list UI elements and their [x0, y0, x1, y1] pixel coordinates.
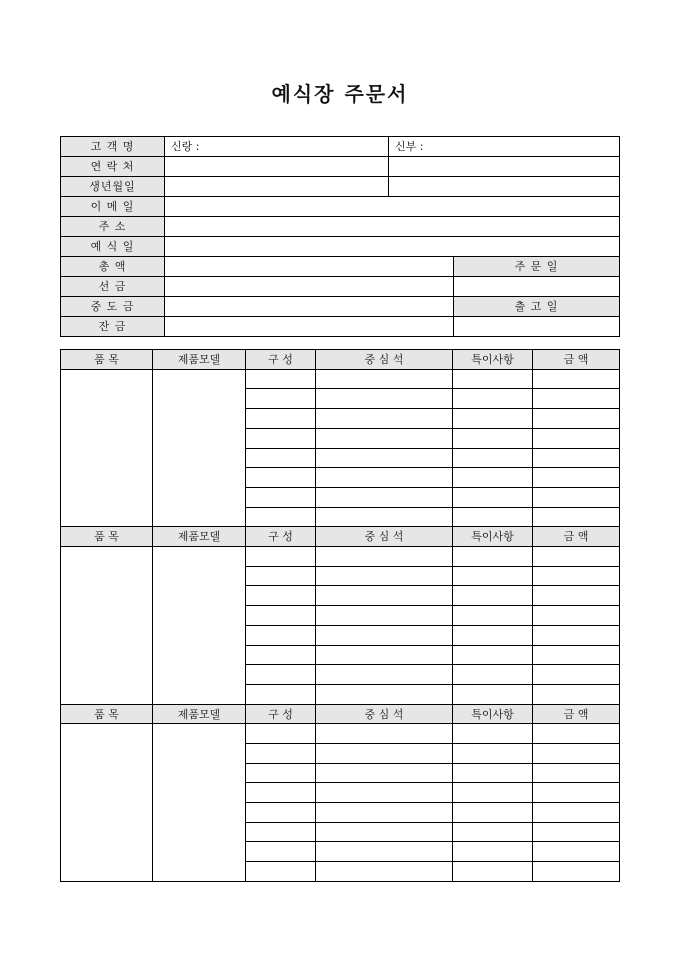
- amount-header: 금 액: [532, 349, 619, 369]
- interim-field[interactable]: [164, 296, 453, 316]
- amount-field[interactable]: [532, 507, 619, 526]
- product-model-field[interactable]: [152, 723, 245, 881]
- composition-field[interactable]: [245, 723, 315, 743]
- composition-field[interactable]: [245, 645, 315, 664]
- address-label: 주 소: [60, 216, 164, 236]
- composition-field[interactable]: [245, 743, 315, 763]
- composition-field[interactable]: [245, 684, 315, 704]
- composition-field[interactable]: [245, 566, 315, 585]
- amount-field[interactable]: [532, 625, 619, 645]
- composition-header: 구 성: [245, 349, 315, 369]
- center-stone-field[interactable]: [315, 605, 452, 625]
- center-stone-field[interactable]: [315, 664, 452, 684]
- bride-contact-field[interactable]: [388, 156, 619, 176]
- composition-field[interactable]: [245, 585, 315, 605]
- composition-field[interactable]: [245, 782, 315, 802]
- special-notes-field[interactable]: [452, 566, 532, 585]
- center-stone-field[interactable]: [315, 802, 452, 822]
- item-name-field[interactable]: [60, 546, 152, 704]
- amount-field[interactable]: [532, 684, 619, 704]
- amount-field[interactable]: [532, 605, 619, 625]
- item-name-header: 품 목: [60, 704, 152, 724]
- table-border: [60, 336, 620, 337]
- wedding-date-field[interactable]: [164, 236, 619, 256]
- special-notes-field[interactable]: [452, 625, 532, 645]
- product-model-header: 제품모델: [152, 526, 245, 546]
- center-stone-field[interactable]: [315, 369, 452, 388]
- wedding-date-label: 예 식 일: [60, 236, 164, 256]
- interim-label: 중 도 금: [60, 296, 164, 316]
- center-stone-field[interactable]: [315, 625, 452, 645]
- center-stone-field[interactable]: [315, 763, 452, 782]
- special-notes-field[interactable]: [452, 723, 532, 743]
- composition-field[interactable]: [245, 802, 315, 822]
- composition-field[interactable]: [245, 388, 315, 408]
- item-name-header: 품 목: [60, 349, 152, 369]
- center-stone-field[interactable]: [315, 684, 452, 704]
- amount-field[interactable]: [532, 585, 619, 605]
- special-notes-field[interactable]: [452, 369, 532, 388]
- item-name-field[interactable]: [60, 723, 152, 881]
- groom-contact-field[interactable]: [164, 156, 388, 176]
- special-notes-field[interactable]: [452, 605, 532, 625]
- product-model-field[interactable]: [152, 546, 245, 704]
- center-stone-field[interactable]: [315, 566, 452, 585]
- center-stone-field[interactable]: [315, 743, 452, 763]
- composition-field[interactable]: [245, 507, 315, 526]
- item-name-field[interactable]: [60, 369, 152, 527]
- groom-field[interactable]: 신랑 :: [164, 136, 388, 156]
- bride-field[interactable]: 신부 :: [388, 136, 619, 156]
- order-date-label: 주 문 일: [453, 256, 619, 276]
- amount-field[interactable]: [532, 802, 619, 822]
- product-model-header: 제품모델: [152, 349, 245, 369]
- composition-field[interactable]: [245, 841, 315, 861]
- center-stone-field[interactable]: [315, 408, 452, 428]
- center-stone-field[interactable]: [315, 841, 452, 861]
- address-field[interactable]: [164, 216, 619, 236]
- table-border: [60, 881, 620, 882]
- composition-field[interactable]: [245, 605, 315, 625]
- release-date-field[interactable]: [453, 316, 619, 336]
- special-notes-field[interactable]: [452, 841, 532, 861]
- special-notes-field[interactable]: [452, 448, 532, 467]
- release-date-label: 출 고 일: [453, 296, 619, 316]
- total-field[interactable]: [164, 256, 453, 276]
- deposit-field[interactable]: [164, 276, 453, 296]
- center-stone-field[interactable]: [315, 546, 452, 566]
- composition-field[interactable]: [245, 625, 315, 645]
- deposit-label: 선 금: [60, 276, 164, 296]
- special-notes-field[interactable]: [452, 782, 532, 802]
- center-stone-header: 중 심 석: [315, 349, 452, 369]
- special-notes-field[interactable]: [452, 684, 532, 704]
- special-notes-field[interactable]: [452, 743, 532, 763]
- order-date-field[interactable]: [453, 276, 619, 296]
- item-name-header: 품 목: [60, 526, 152, 546]
- special-notes-field[interactable]: [452, 585, 532, 605]
- special-notes-field[interactable]: [452, 428, 532, 448]
- total-label: 총 액: [60, 256, 164, 276]
- product-model-field[interactable]: [152, 369, 245, 527]
- center-stone-field[interactable]: [315, 448, 452, 467]
- product-model-header: 제품모델: [152, 704, 245, 724]
- amount-field[interactable]: [532, 822, 619, 841]
- special-notes-field[interactable]: [452, 822, 532, 841]
- special-notes-field[interactable]: [452, 507, 532, 526]
- special-notes-field[interactable]: [452, 388, 532, 408]
- center-stone-header: 중 심 석: [315, 526, 452, 546]
- amount-field[interactable]: [532, 664, 619, 684]
- groom-birthday-field[interactable]: [164, 176, 388, 196]
- amount-field[interactable]: [532, 388, 619, 408]
- balance-field[interactable]: [164, 316, 453, 336]
- amount-header: 금 액: [532, 526, 619, 546]
- composition-field[interactable]: [245, 448, 315, 467]
- customer-name-label: 고 객 명: [60, 136, 164, 156]
- composition-field[interactable]: [245, 546, 315, 566]
- amount-field[interactable]: [532, 467, 619, 487]
- center-stone-field[interactable]: [315, 822, 452, 841]
- center-stone-field[interactable]: [315, 645, 452, 664]
- table-border: [619, 136, 620, 336]
- special-notes-field[interactable]: [452, 802, 532, 822]
- bride-birthday-field[interactable]: [388, 176, 619, 196]
- amount-field[interactable]: [532, 723, 619, 743]
- special-notes-field[interactable]: [452, 861, 532, 881]
- special-notes-field[interactable]: [452, 408, 532, 428]
- amount-header: 금 액: [532, 704, 619, 724]
- composition-header: 구 성: [245, 526, 315, 546]
- email-field[interactable]: [164, 196, 619, 216]
- composition-header: 구 성: [245, 704, 315, 724]
- amount-field[interactable]: [532, 369, 619, 388]
- center-stone-field[interactable]: [315, 388, 452, 408]
- center-stone-field[interactable]: [315, 585, 452, 605]
- center-stone-field[interactable]: [315, 861, 452, 881]
- center-stone-field[interactable]: [315, 487, 452, 507]
- center-stone-field[interactable]: [315, 782, 452, 802]
- special-notes-header: 특이사항: [452, 349, 532, 369]
- special-notes-field[interactable]: [452, 467, 532, 487]
- amount-field[interactable]: [532, 743, 619, 763]
- composition-field[interactable]: [245, 408, 315, 428]
- composition-field[interactable]: [245, 428, 315, 448]
- composition-field[interactable]: [245, 467, 315, 487]
- special-notes-header: 특이사항: [452, 704, 532, 724]
- amount-field[interactable]: [532, 566, 619, 585]
- center-stone-field[interactable]: [315, 723, 452, 743]
- composition-field[interactable]: [245, 664, 315, 684]
- special-notes-field[interactable]: [452, 763, 532, 782]
- center-stone-field[interactable]: [315, 467, 452, 487]
- center-stone-field[interactable]: [315, 507, 452, 526]
- composition-field[interactable]: [245, 822, 315, 841]
- amount-field[interactable]: [532, 861, 619, 881]
- special-notes-field[interactable]: [452, 546, 532, 566]
- amount-field[interactable]: [532, 428, 619, 448]
- amount-field[interactable]: [532, 782, 619, 802]
- composition-field[interactable]: [245, 763, 315, 782]
- composition-field[interactable]: [245, 487, 315, 507]
- center-stone-field[interactable]: [315, 428, 452, 448]
- amount-field[interactable]: [532, 763, 619, 782]
- special-notes-field[interactable]: [452, 487, 532, 507]
- email-label: 이 메 일: [60, 196, 164, 216]
- amount-field[interactable]: [532, 546, 619, 566]
- amount-field[interactable]: [532, 408, 619, 428]
- special-notes-header: 특이사항: [452, 526, 532, 546]
- birthday-label: 생년월일: [60, 176, 164, 196]
- amount-field[interactable]: [532, 645, 619, 664]
- special-notes-field[interactable]: [452, 664, 532, 684]
- table-border: [619, 349, 620, 881]
- special-notes-field[interactable]: [452, 645, 532, 664]
- composition-field[interactable]: [245, 861, 315, 881]
- composition-field[interactable]: [245, 369, 315, 388]
- page-title: 예식장 주문서: [271, 82, 409, 106]
- balance-label: 잔 금: [60, 316, 164, 336]
- amount-field[interactable]: [532, 448, 619, 467]
- contact-label: 연 락 처: [60, 156, 164, 176]
- amount-field[interactable]: [532, 487, 619, 507]
- center-stone-header: 중 심 석: [315, 704, 452, 724]
- amount-field[interactable]: [532, 841, 619, 861]
